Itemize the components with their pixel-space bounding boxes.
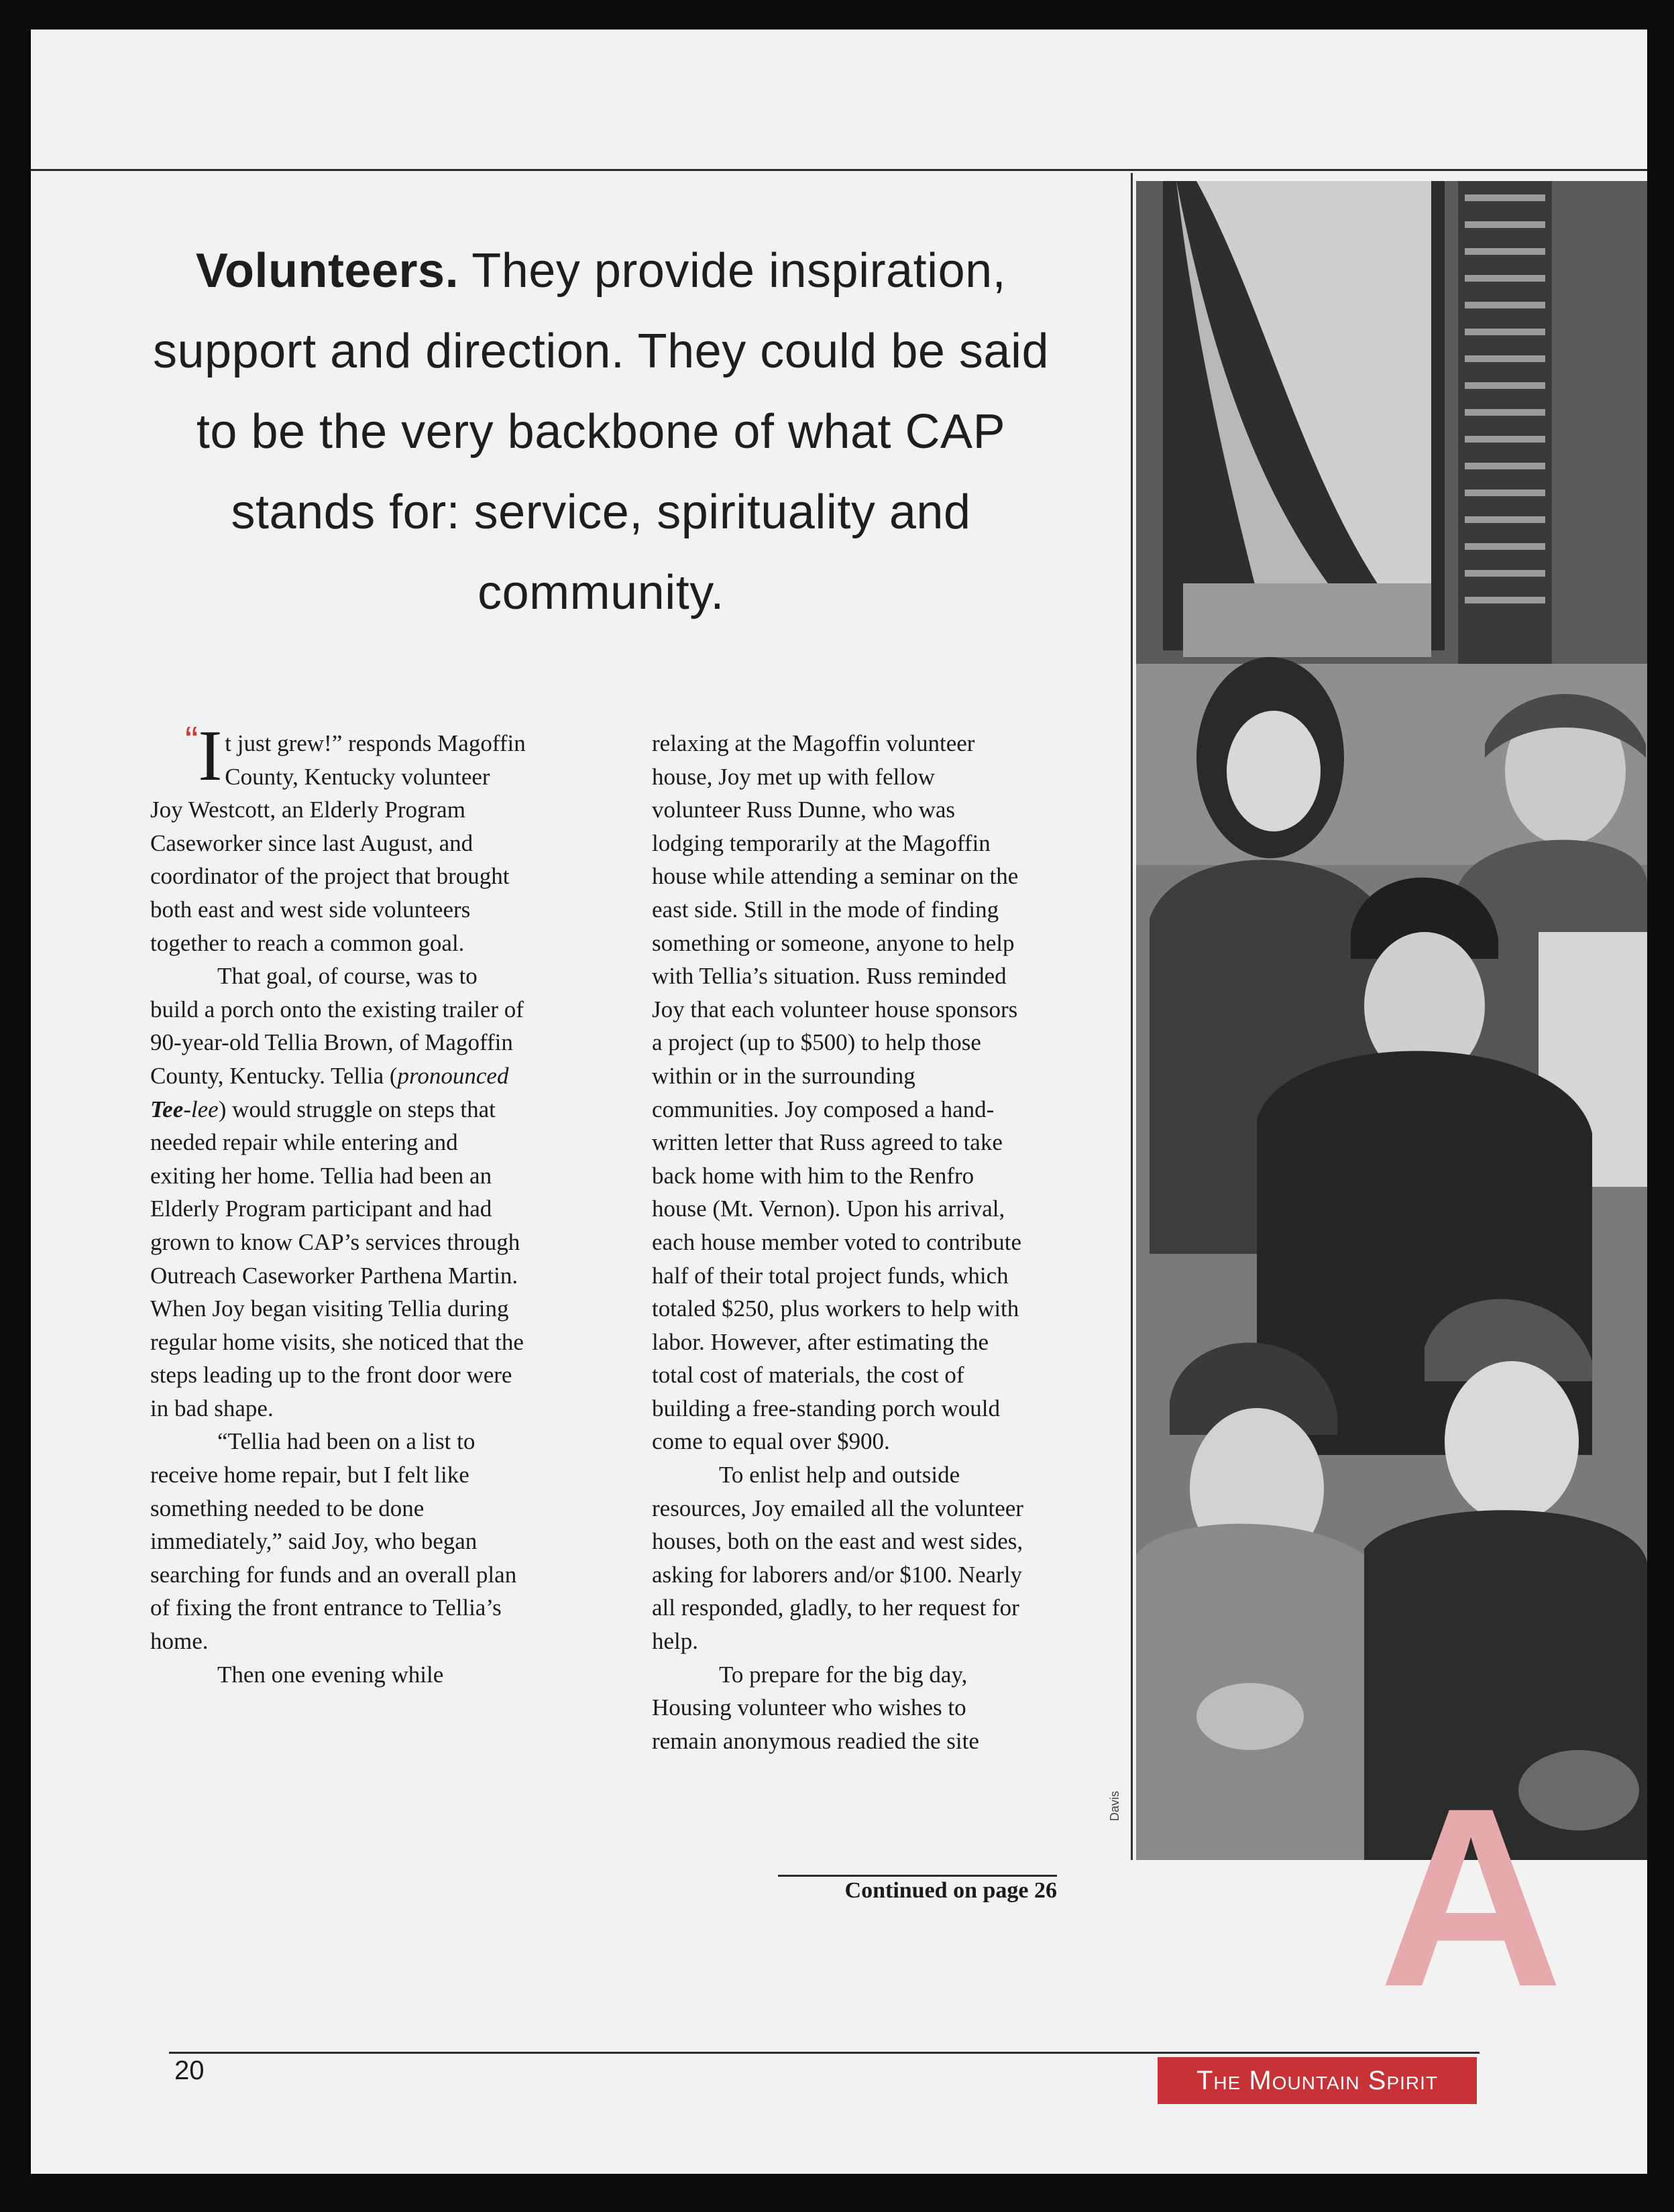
article-column-2 bbox=[652, 727, 1027, 1757]
paragraph: “Tellia had been on a list to receive home repair, but I felt like something needed to be done immediately,” said Joy, who began searching for funds and an overall plan of fixing the front entrance to Tellia’s home. bbox=[150, 1428, 517, 1655]
paragraph: relaxing at the Magoffin volunteer house, Joy met up with fellow volunteer Russ Dunne, who was lodging temporarily at the Magoffin house while attending a seminar on the east side. Still in the mode of finding something or someone, anyone to help with Tellia’s situation. Russ reminded Joy that each volunteer house sponsors a project (up to $500) to help those within or in the surrounding communities. Joy composed a hand-written letter that Russ agreed to take back home with him to the Renfro house (Mt. Vernon). Upon his arrival, each house member voted to contribute half of their total project funds, which totaled $250, plus workers to help with labor. However, after estimating the total cost of materials, the cost of building a free-standing porch would come to equal over $900. bbox=[652, 730, 1022, 1455]
continued-note: Continued on page 26 bbox=[844, 1878, 1057, 1903]
paragraph: t just grew!” responds Magoffin County, Kentucky volunteer Joy Westcott, an Elderly Program Caseworker since last August, and coordinator of the project that brought both east and west side volunteers together to reach a common goal. bbox=[150, 730, 526, 956]
publication-banner bbox=[1158, 2057, 1477, 2104]
drop-cap bbox=[185, 716, 223, 796]
italic-text: pronounced bbox=[397, 1062, 509, 1089]
volunteers-photo bbox=[1136, 181, 1647, 1860]
paragraph: That goal, of course, was to build a porch onto the existing trailer of 90-year-old Tellia Brown, of Magoffin County, Kentucky. Tellia (pronounced Tee-lee) would struggle on steps that needed repair while entering and exiting her home. Tellia had been an Elderly Program participant and had grown to know CAP’s services through Outreach Caseworker Parthena Martin. When Joy began visiting Tellia during regular home visits, she noticed that the steps leading up to the front door were in bad shape. bbox=[150, 963, 524, 1421]
drop-cap-letter: I bbox=[198, 716, 223, 796]
article-column-1 bbox=[150, 716, 526, 1691]
paragraph: Then one evening while bbox=[217, 1661, 444, 1688]
italic-text: -lee bbox=[183, 1096, 219, 1122]
drop-cap-quote: “ bbox=[185, 719, 199, 762]
bottom-rule bbox=[169, 2052, 1480, 2054]
magazine-page bbox=[31, 30, 1647, 2174]
page-number: 20 bbox=[174, 2056, 205, 2085]
intro-rest: They provide inspiration, support and direction. They could be said to be the very backbone of what CAP stands for: service, spirituality and community. bbox=[152, 244, 1049, 620]
bold-italic-text: Tee bbox=[150, 1096, 184, 1122]
photo-credit: Davis bbox=[1108, 1790, 1121, 1821]
intro-lead: Volunteers. bbox=[195, 244, 459, 298]
decorative-letter: A bbox=[1379, 1755, 1557, 2040]
publication-title: The Mountain Spirit bbox=[1196, 2065, 1439, 2095]
photo-frame-line bbox=[1131, 173, 1133, 1860]
paragraph: To enlist help and outside resources, Joy emailed all the volunteer houses, both on the east and west sides, asking for laborers and/or $100. Nearly all responded, gladly, to her request for help. bbox=[652, 1462, 1023, 1655]
top-rule bbox=[31, 169, 1647, 171]
paragraph: To prepare for the big day, Housing volunteer who wishes to remain anonymous readied the site bbox=[652, 1661, 979, 1754]
intro-statement bbox=[138, 231, 1064, 633]
